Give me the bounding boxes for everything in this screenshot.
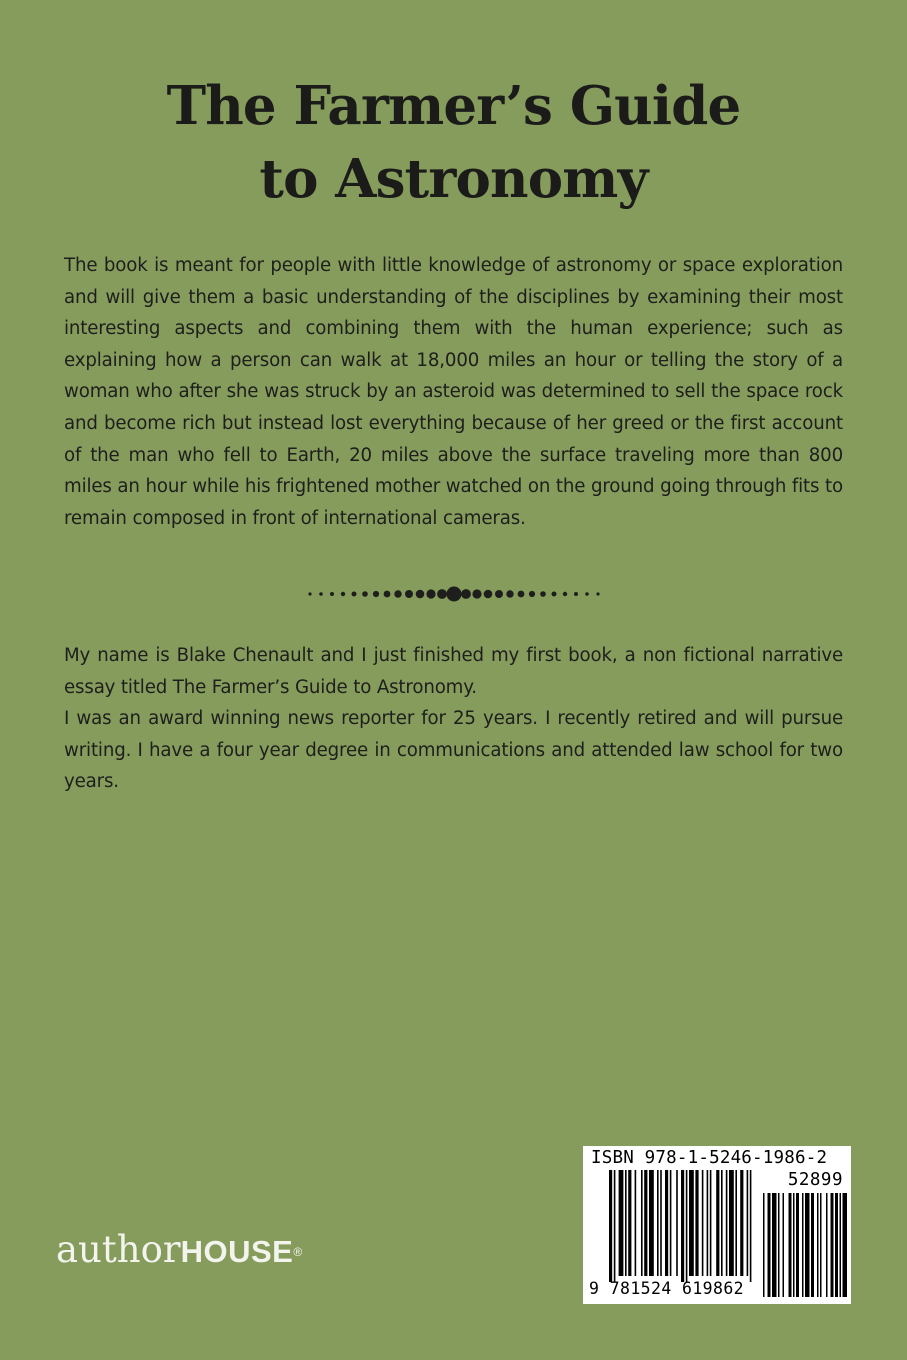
barcode-bar [735, 1170, 737, 1276]
isbn-label: ISBN 978-1-5246-1986-2 [591, 1148, 828, 1168]
barcode-bar [747, 1170, 749, 1276]
barcode-bar [676, 1170, 678, 1276]
barcode-bar [802, 1193, 804, 1297]
isbn-barcode [583, 1146, 851, 1304]
barcode-bar [796, 1193, 799, 1297]
barcode-bar [702, 1170, 704, 1276]
barcode-bar [789, 1193, 792, 1297]
barcode-bar [625, 1170, 627, 1276]
barcode-bar [609, 1170, 612, 1282]
barcode-bar [840, 1193, 842, 1297]
barcode-bar [783, 1193, 785, 1297]
book-title-line-2: to Astronomy [259, 148, 648, 210]
barcode-bar [831, 1193, 834, 1297]
barcode-bar [729, 1170, 734, 1276]
book-title [0, 70, 907, 216]
publisher-name-lower: author [56, 1228, 181, 1271]
barcode-bar [820, 1193, 822, 1297]
barcode-bar [805, 1193, 810, 1297]
barcode-bar [644, 1170, 647, 1276]
barcode-bar [686, 1170, 688, 1282]
barcode-bar [614, 1170, 616, 1282]
barcode-bar [793, 1193, 795, 1297]
barcode-bar [707, 1170, 709, 1276]
barcode-bar [641, 1170, 643, 1276]
barcode-bar [619, 1170, 624, 1276]
book-description: The book is meant for people with little knowledge of astronomy or space exploration and will give them a basic understanding of the disciplines by examining their most interesting aspects and combining them with the human experience; such as explaining how a person can walk at 18,000 miles an hour or telling the story of a woman who after she was struck by an asteroid was determined to sell the space rock and become rich but instead lost everything because of her greed or the first account of the man who fell to Earth, 20 miles above the surface traveling more than 800 miles an hour while his frightened mother watched on the ground going through fits to remain composed in front of international cameras. [64, 255, 843, 529]
barcode-bar [817, 1193, 819, 1297]
author-bio-paragraph-1: My name is Blake Chenault and I just finished my first book, a non fictional narrative essay titled The Farmer’s Guide to Astronomy. [64, 645, 843, 698]
barcode-bar [628, 1170, 631, 1276]
barcode-bar [721, 1170, 723, 1276]
barcode-bar [665, 1170, 668, 1276]
barcode-bar [778, 1193, 780, 1297]
barcode-bar [695, 1170, 698, 1276]
barcode-bar [726, 1170, 728, 1276]
barcode-bar [649, 1170, 654, 1276]
price-code: 52899 [787, 1170, 843, 1190]
barcode-bar [740, 1170, 743, 1276]
barcode-bar [768, 1193, 771, 1297]
barcode-bar [716, 1170, 719, 1276]
barcode-bar [681, 1170, 684, 1282]
barcode-bar [772, 1193, 777, 1297]
registered-mark: ® [293, 1245, 303, 1259]
author-bio [64, 640, 843, 798]
barcode-bar [763, 1193, 765, 1297]
barcode-bar [689, 1170, 694, 1276]
barcode-bar [835, 1193, 838, 1297]
barcode-bar [811, 1193, 814, 1297]
publisher-logo [56, 1228, 302, 1274]
barcode-bar [843, 1193, 848, 1297]
ornamental-divider [306, 584, 602, 604]
barcode-bar [826, 1193, 828, 1297]
barcode-bar [750, 1170, 752, 1282]
barcode-bar [710, 1170, 712, 1276]
book-title-line-1: The Farmer’s Guide [166, 75, 741, 137]
barcode-bar [635, 1170, 637, 1276]
barcode-bar [660, 1170, 662, 1276]
barcode-bar [657, 1170, 659, 1276]
ean-number: 9 781524 619862 [589, 1279, 745, 1298]
author-bio-paragraph-2: I was an award winning news reporter for 25 years. I recently retired and will pursue writing. I have a four year degree in communications and attended law school for two years. [64, 708, 843, 793]
barcode-bar [670, 1170, 672, 1276]
publisher-name-upper: HOUSE [180, 1234, 294, 1269]
